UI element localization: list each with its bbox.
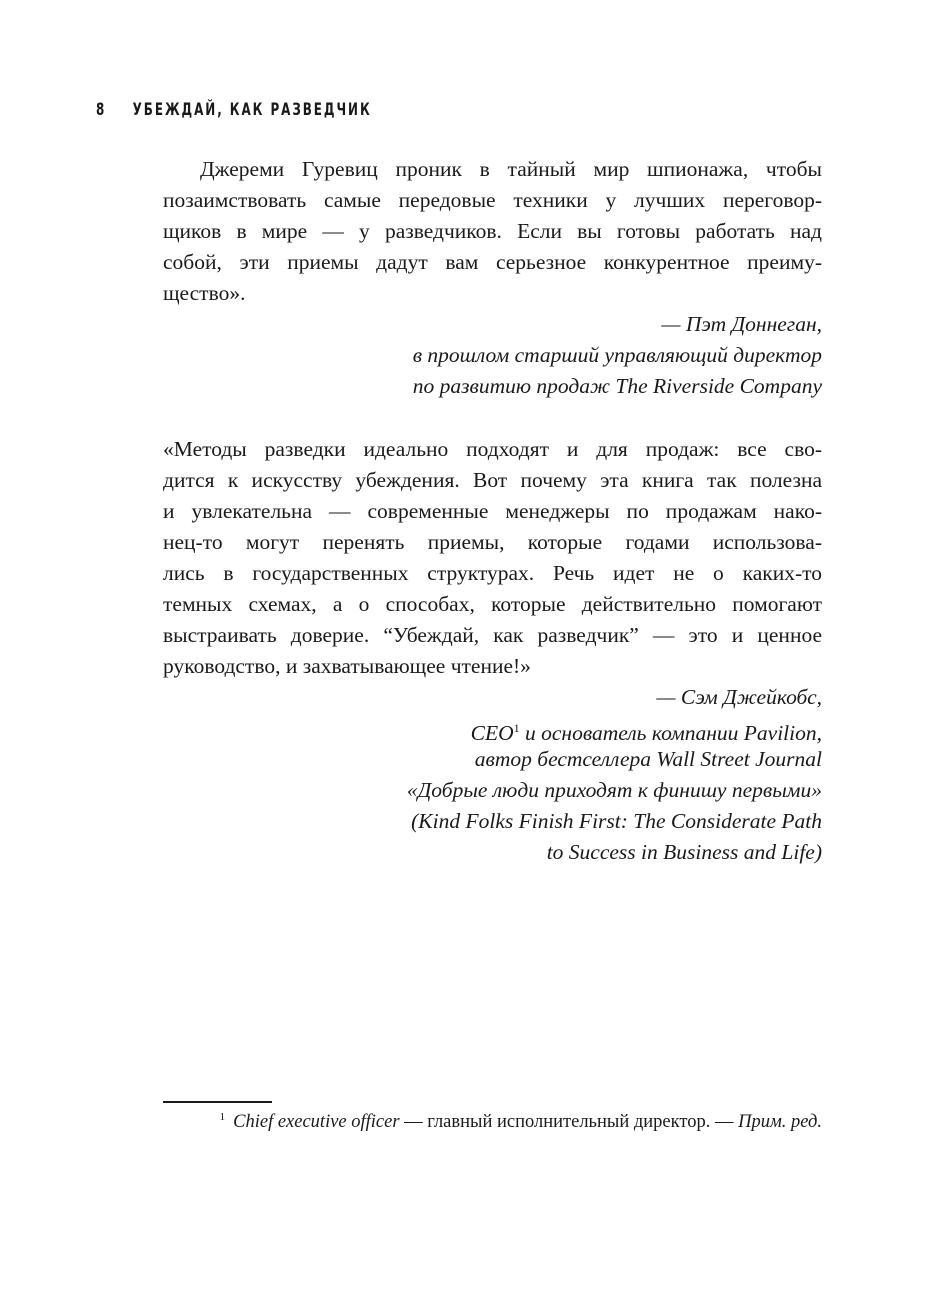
attribution-line: — Сэм Джейкобс, [656,685,822,709]
quote-line: лись в государственных структурах. Речь идет не о каких-то [163,561,822,585]
page-number: 8 [96,100,107,120]
quote-line: руководство, и захватывающее чтение!» [163,654,531,678]
attribution-line: «Добрые люди приходят к финишу первыми» [406,778,822,802]
quote-line: и увлекательна — современные менеджеры по продажам нако- [163,499,822,523]
attribution-line: — Пэт Доннеган, [661,312,822,336]
quote-line: Джереми Гуревиц проник в тайный мир шпионажа, чтобы [200,157,822,181]
running-header [96,100,372,120]
running-title: УБЕЖДАЙ, КАК РАЗВЕДЧИК [132,100,372,120]
footnote-text: — главный исполнительный директор. — [399,1112,739,1132]
quote-line: собой, эти приемы дадут вам серьезное конкурентное преиму- [163,250,822,274]
attribution-line: в прошлом старший управляющий директор [412,343,822,367]
footnote-term: Chief executive officer [233,1112,400,1132]
quote-line: нец-то могут перенять приемы, которые годами использова- [163,530,822,554]
quote-line: щество». [163,281,246,305]
quote-1 [163,154,822,309]
quote-1-attribution [163,309,822,402]
quote-line: выстраивать доверие. “Убеждай, как разведчик” — это и ценное [163,623,822,647]
attribution-line: по развитию продаж The Riverside Company [412,374,822,398]
footnote [163,1111,822,1133]
attribution-line [163,713,822,744]
footnote-marker: 1 [219,1111,226,1123]
quote-line: щиков в мире — у разведчиков. Если вы готовы работать над [163,219,822,243]
attribution-line: автор бестселлера Wall Street Journal [474,747,822,771]
attribution-line: to Success in Business and Life) [546,840,822,864]
footnote-rule [163,1101,272,1103]
footnote-ref[interactable]: 1 [513,721,520,735]
footnote-note: Прим. ред. [738,1112,822,1132]
quote-line: дится к искусству убеждения. Вот почему эта книга так полезна [163,468,822,492]
attribution-line: (Kind Folks Finish First: The Considerate Path [411,809,822,833]
quote-2 [163,434,822,682]
quote-line: «Методы разведки идеально подходят и для продаж: все сво- [163,437,822,461]
ceo-rest: и основатель компании Pavilion, [519,721,822,745]
quote-2-attribution [163,682,822,868]
quote-line: темных схемах, а о способах, которые действительно помогают [163,592,822,616]
ceo-abbr: CEO [470,721,514,745]
quote-line: позаимствовать самые передовые техники у лучших переговор- [163,188,822,212]
